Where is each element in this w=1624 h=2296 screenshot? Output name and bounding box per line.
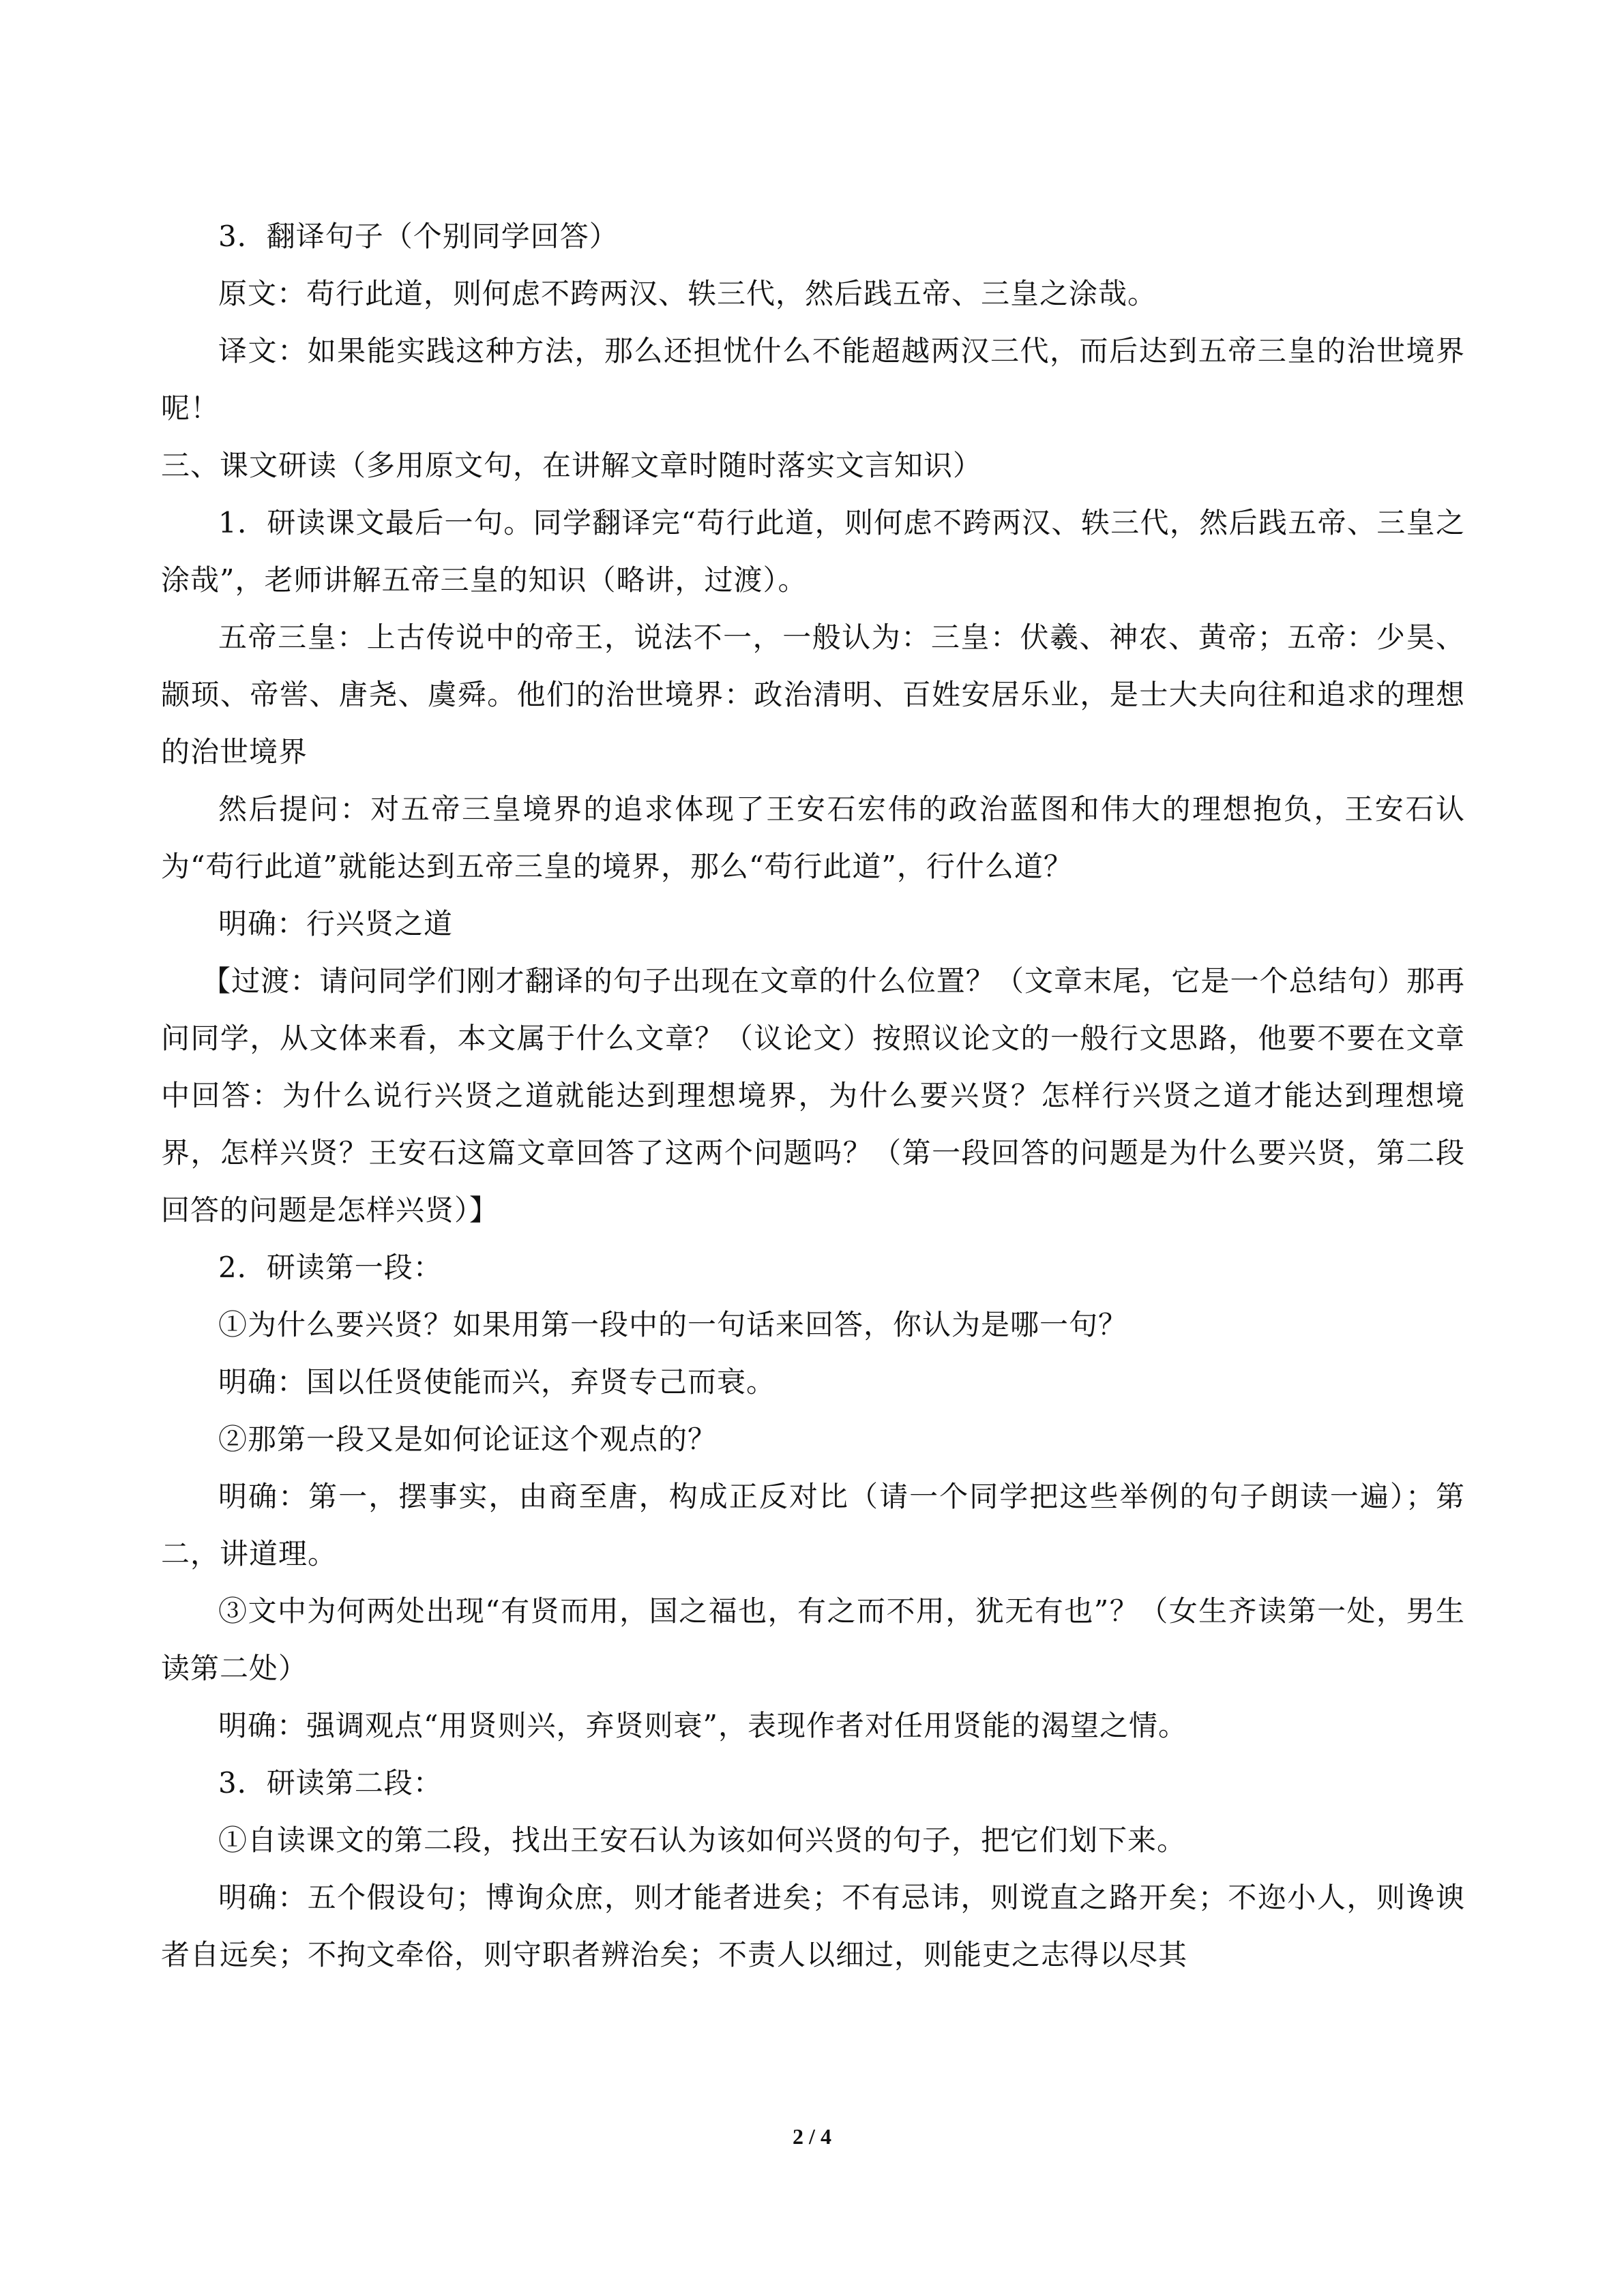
paragraph-study-last-sentence: 1．研读课文最后一句。同学翻译完“苟行此道，则何虑不跨两汉、轶三代，然后践五帝、三皇之涂哉”，老师讲解五帝三皇的知识（略讲，过渡）。 [161, 506, 1465, 597]
document-body [161, 208, 1465, 1984]
paragraph-study-first-section: 2．研读第一段： [218, 1251, 443, 1284]
paragraph-q3-repetition: ③文中为何两处出现“有贤而用，国之福也，有之而不用，犹无有也”？（女生齐读第一处，男生读第二处） [161, 1594, 1465, 1685]
paragraph-five-emperors: 五帝三皇：上古传说中的帝王，说法不一，一般认为：三皇：伏羲、神农、黄帝；五帝：少昊、颛顼、帝喾、唐尧、虞舜。他们的治世境界：政治清明、百姓安居乐业，是士大夫向往和追求的理想的治世境界 [161, 621, 1465, 769]
page-number: 2 / 4 [793, 2124, 831, 2149]
paragraph-transition: 【过渡：请问同学们刚才翻译的句子出现在文章的什么位置？（文章末尾，它是一个总结句）那再问同学，从文体来看，本文属于什么文章？（议论文）按照议论文的一般行文思路，他要不要在文章中回答：为什么说行兴贤之道就能达到理想境界，为什么要兴贤？怎样行兴贤之道才能达到理想境界，怎样兴贤？王安石这篇文章回答了这两个问题吗？（第一段回答的问题是为什么要兴贤，第二段回答的问题是怎样兴贤）】 [161, 964, 1465, 1227]
paragraph-q2-how-argued: ②那第一段又是如何论证这个观点的？ [218, 1422, 718, 1456]
paragraph-answer-way: 明确：行兴贤之道 [218, 907, 454, 940]
paragraph-q1-why: ①为什么要兴贤？如果用第一段中的一句话来回答，你认为是哪一句？ [218, 1308, 1128, 1341]
paragraph-a1: 明确：国以任贤使能而兴，弃贤专己而衰。 [218, 1365, 776, 1399]
paragraph-translate-heading: 3．翻译句子（个别同学回答） [218, 220, 619, 253]
paragraph-question: 然后提问：对五帝三皇境界的追求体现了王安石宏伟的政治蓝图和伟大的理想抱负，王安石认为“苟行此道”就能达到五帝三皇的境界，那么“苟行此道”，行什么道？ [161, 792, 1465, 883]
section-heading-text-study: 三、课文研读（多用原文句，在讲解文章时随时落实文言知识） [161, 449, 983, 482]
paragraph-a-five-conditions: 明确：五个假设句；博询众庶，则才能者进矣；不有忌讳，则谠直之路开矣；不迩小人，则谗谀者自远矣；不拘文牵俗，则守职者辨治矣；不责人以细过，则能吏之志得以尽其 [161, 1881, 1465, 1971]
paragraph-original-text: 原文：苟行此道，则何虑不跨两汉、轶三代，然后践五帝、三皇之涂哉。 [218, 277, 1157, 310]
paragraph-study-second-section: 3．研读第二段： [218, 1766, 443, 1800]
paragraph-a2: 明确：第一，摆事实，由商至唐，构成正反对比（请一个同学把这些举例的句子朗读一遍）；第二，讲道理。 [161, 1480, 1465, 1570]
paragraph-translation: 译文：如果能实践这种方法，那么还担忧什么不能超越两汉三代，而后达到五帝三皇的治世境界呢！ [161, 334, 1465, 425]
paragraph-a3: 明确：强调观点“用贤则兴，弃贤则衰”，表现作者对任用贤能的渴望之情。 [218, 1709, 1187, 1742]
paragraph-q-second-section: ①自读课文的第二段，找出王安石认为该如何兴贤的句子，把它们划下来。 [218, 1823, 1187, 1857]
